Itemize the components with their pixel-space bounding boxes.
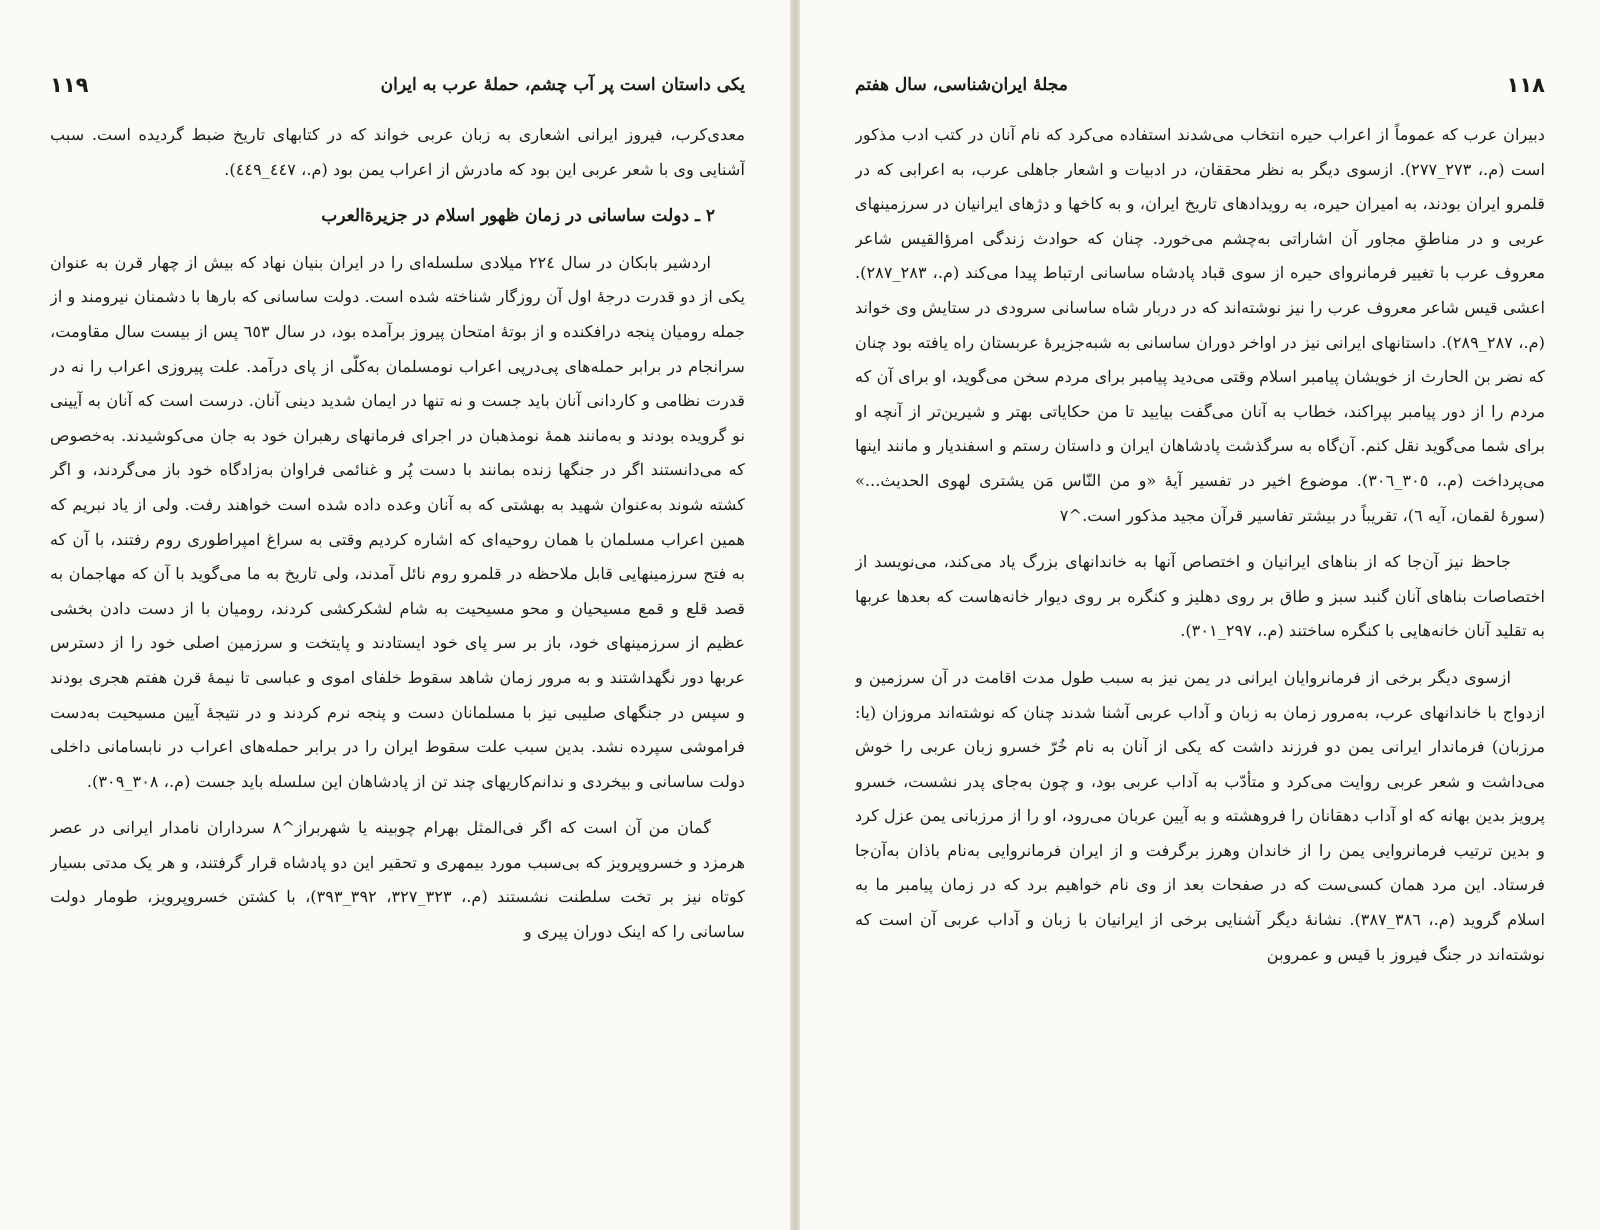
body-paragraph: ازسوی دیگر برخی از فرمانروایان ایرانی در یمن نیز به سبب طول مدت اقامت در آن سرزمین و ازدواج با خاندانهای عرب، به‌مرور زمان به زبان و آداب عربی آشنا شدند چنان که نوشته‌اند مروزان (یا: مرزبان) فرماندار ایرانی یمن دو فرزند داشت که یکی از آنان به نام خُرّ خسرو زبان عربی را خوش می‌داشت و شعر عربی روایت می‌کرد و متأدّب به آداب عربی بود، و چون به‌جای پدر نشست، خسرو پرویز بدین بهانه که او آداب دهقانان را فروهشته و به آیین عربان می‌رود، او را از مرزبانی یمن عزل کرد و بدین ترتیب فرمانروایی یمن را از خاندان وهرز برگرفت و از ایران فرمانروایی به‌نام باذان به‌آن‌جا فرستاد. این مرد همان کسی‌ست که در صفحات بعد از وی نام خواهیم برد که در زمان پیامبر ما به اسلام گروید (م.، ٣٨٦_٣٨٧). نشانهٔ دیگر آشنایی برخی از ایرانیان با زبان و آداب عربی آن است که نوشته‌اند در جنگ فیروز با قیس و عمروبن (855, 667, 1545, 964)
page-number: ۱۱۸ (1506, 73, 1545, 97)
right-page (800, 0, 1600, 1230)
right-page-body (855, 118, 1545, 1190)
body-paragraph: دبیران عرب که عموماً از اعراب حیره انتخاب می‌شدند استفاده می‌کرد که نام آنان در کتب ادب مذکور است (م.، ٢٧٣_٢٧٧). ازسوی دیگر به نظر محققان، در ادبیات و اشعار جاهلی عرب، به اعرابی که در قلمرو ایران بودند، به امیران حیره، به رویدادهای تاریخ ایران، و به کاخها و دژهای ایرانیان در سرزمینهای عربی و در مناطقِ مجاور آن اشاراتی به‌چشم می‌خورد. چنان که حوادث زندگی امرؤالقیس شاعر معروف عرب با تغییر فرمانروای حیره از سوی قباد پادشاه ساسانی ارتباط پیدا می‌کند (م.، ٢٨٣_٢٨٧). اعشی قیس شاعر معروف عرب را نیز نوشته‌اند که در دربار شاه ساسانی سرودی در ستایش وی خواند (م.، ٢٨٧_٢٨٩). داستانهای ایرانی نیز در اواخر دوران ساسانی به شبه‌جزیرهٔ عربستان راه یافته بود چنان که نضر بن الحارث از خویشان پیامبر اسلام وقتی می‌دید پیامبر برای مردم سخن می‌گوید، او برای آن که مردم را از دور پیامبر بپراکند، خطاب به آنان می‌گفت بیایید تا من حکایاتی بهتر و شیرین‌تر از آنچه او برای شما می‌گوید نقل کنم. آن‌گاه به سرگذشت پادشاهان ایران و داستان رستم و اسفندیار و مانند اینها می‌پرداخت (م.، ٣٠٥_٣٠٦). موضوع اخیر در تفسیر آیهٔ «و من النّاس مَن یشتری لهوی الحدیث...» (سورهٔ لقمان، آیه ٦)، تقریباً در بیشتر تفاسیر قرآن مجید مذکور است.^٧ (855, 125, 1545, 525)
section-heading: ٢ ـ دولت ساسانی در زمان ظهور اسلام در جزیرة‌العرب (321, 206, 715, 227)
body-paragraph: گمان من آن است که اگر فی‌المثل بهرام چوبینه یا شهربراز^٨ سرداران نامدار ایرانی در عصر هرمزد و خسروپرویز که بی‌سبب مورد بیمهری و تحقیر این دو پادشاه قرار گرفتند، و هر یک مدتی بسیار کوتاه نیز بر تخت سلطنت نشستند (م.، ٣٢٣_٣٢٧، ٣٩٢_٣٩٣)، با کشتن خسروپرویز، طومار دولت ساسانی را که اینک دوران پیری و (50, 818, 745, 942)
body-paragraph: جاحظ نیز آن‌جا که از بناهای ایرانیان و اختصاص آنها به خاندانهای بزرگ یاد می‌کند، می‌نویسد از اختصاصات بناهای آنان گنبد سبز و طاق بر روی دهلیز و کنگره بر روی دیوار خانه‌هاست که بعدها عربها به تقلید آنان خانه‌هایی با کنگره ساختند (م.، ٢٩٧_٣٠١). (855, 552, 1545, 641)
running-title: مجلهٔ ایران‌شناسی، سال هفتم (855, 75, 1068, 95)
left-page-header (50, 70, 745, 100)
left-page (0, 0, 790, 1230)
book-gutter (790, 0, 800, 1230)
left-page-body (50, 118, 745, 1190)
right-page-header (855, 70, 1545, 100)
body-paragraph: اردشیر بابکان در سال ٢٢٤ میلادی سلسله‌ای را در ایران بنیان نهاد که بیش از چهار قرن به عنوان یکی از دو قدرت درجهٔ اول آن روزگار شناخته شده است. دولت ساسانی که بارها با دشمنان نیرومند و از جمله رومیان پنجه درافکنده و از بوتهٔ امتحان پیروز برآمده بود، در سال ٦٥٣ پس از بیست سال مقاومت، سرانجام در برابر حمله‌های پی‌درپی اعراب نومسلمان به‌کلّی از پای درآمد. علت پیروزی اعراب را نه در قدرت نظامی و کاردانی آنان باید جست و نه تنها در ایمان شدید دینی آنان. درست است که آنان به آیینی نو گرویده بودند و به‌مانند همهٔ نومذهبان در اجرای فرمانهای رهبران خود به جان می‌کوشیدند. به‌خصوص که می‌دانستند اگر در جنگها زنده بمانند با دست پُر و غنائمی فراوان به‌زادگاه خود باز می‌گردند، و اگر کشته شوند به‌عنوان شهید به بهشتی که به آنان وعده داده شده است خواهند رفت. ولی از یاد نبریم که همین اعراب مسلمان با همان روحیه‌ای که اشاره کردیم وقتی به سراغ امپراطوری روم رفتند، با آن که به فتح سرزمینهایی قابل ملاحظه در قلمرو روم نائل آمدند، ولی تاریخ به ما می‌گوید با آن که مهاجمان به قصد قلع و قمع مسیحیان و محو مسیحیت به شام لشکرکشی کردند، رومیان با از دست دادن بخشی عظیم از سرزمینهای خود، باز بر سر پای خود ایستادند و پایتخت و سرزمین اصلی خود را از دسترس عربها دور نگهداشتند و به مرور زمان شاهد سقوط خلفای اموی و عباسی تا نیمهٔ قرن هفتم هجری بودند و سپس در جنگهای صلیبی نیز با مسلمانان دست و پنجه نرم کردند و در نتیجهٔ آیین مسیحیت به‌دست فراموشی سپرده نشد. بدین سبب علت سقوط ایران را در برابر حمله‌های اعراب در نابسامانی داخلی دولت ساسانی و بیخردی و ندانم‌کاریهای چند تن از پادشاهان این سلسله باید جست (م.، ٣٠٨_٣٠٩). (50, 252, 745, 791)
continuation-paragraph: معدی‌کرب، فیروز ایرانی اشعاری به زبان عربی خواند که در کتابهای تاریخ ضبط گردیده است. سبب آشنایی وی با شعر عربی این بود که مادرش از اعراب یمن بود (م.، ٤٤٧_٤٤٩). (50, 125, 745, 179)
running-title: یکی داستان است پر آب چشم، حملهٔ عرب به ایران (380, 75, 745, 95)
page-number: ۱۱۹ (50, 73, 89, 97)
